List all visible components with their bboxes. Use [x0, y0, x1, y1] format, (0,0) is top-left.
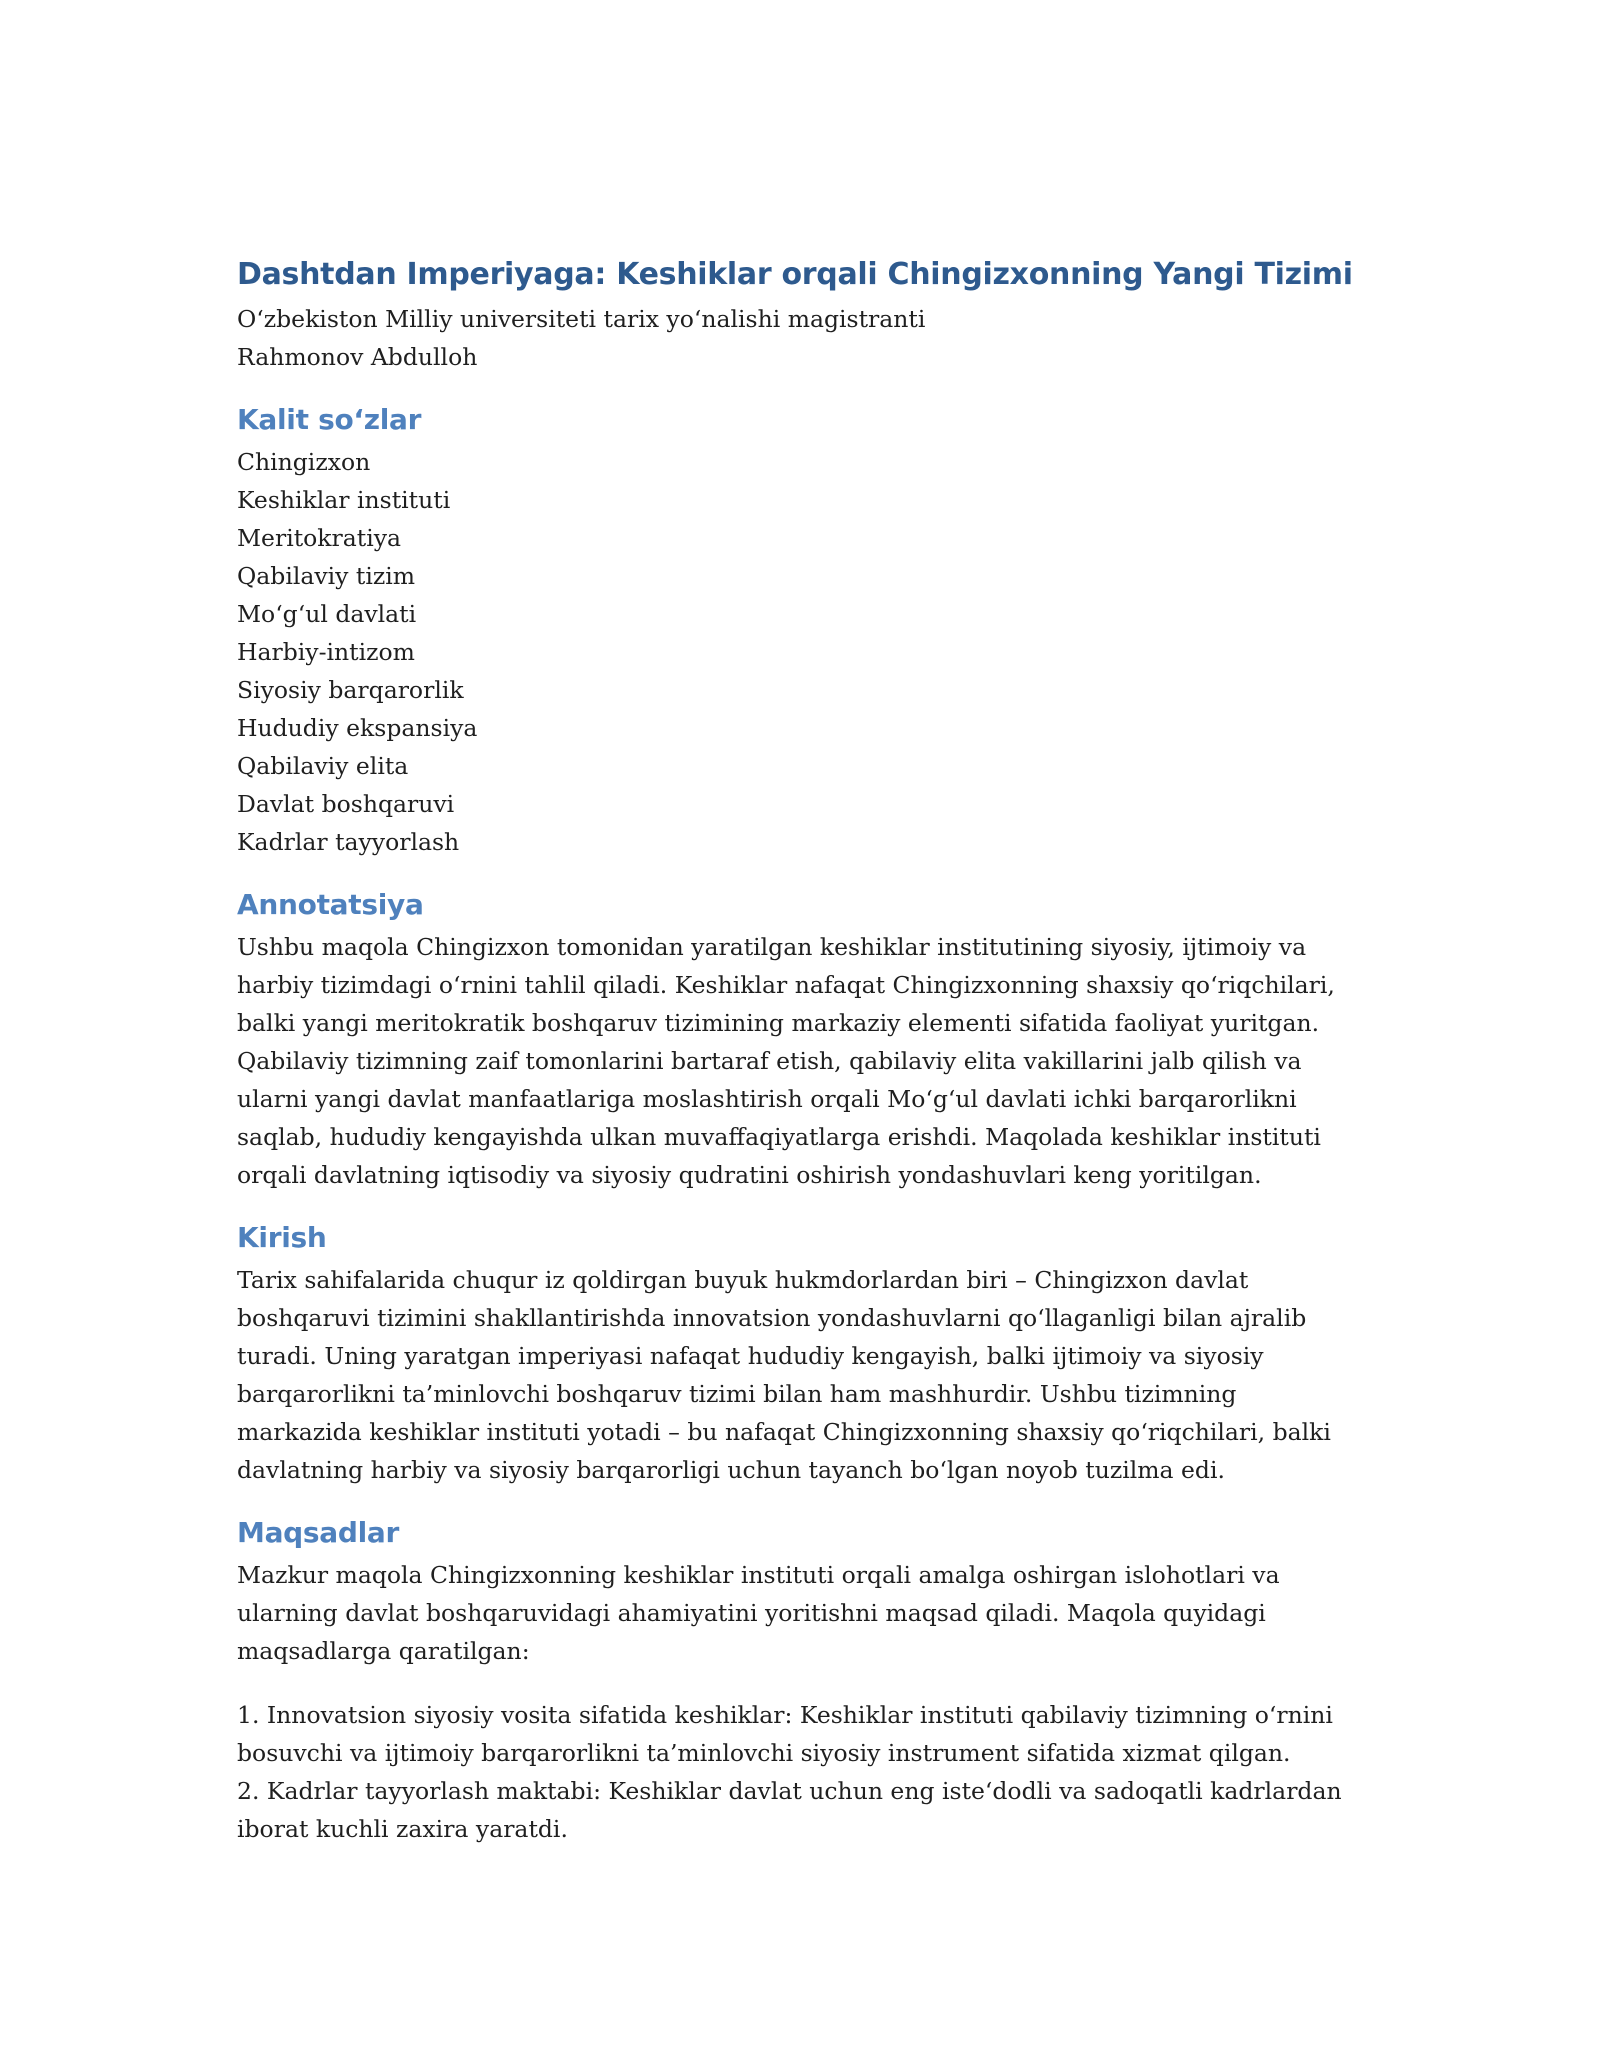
keyword-item: Kadrlar tayyorlash [237, 828, 460, 856]
annotation-paragraph [237, 928, 1367, 1194]
paragraph-line: maqsadlarga qaratilgan: [237, 1637, 530, 1665]
keyword-item: Hududiy ekspansiya [237, 714, 478, 742]
goals-intro-paragraph [237, 1556, 1367, 1670]
keyword-item: Qabilaviy tizim [237, 562, 416, 590]
keywords-list [237, 443, 1367, 861]
keyword-item: Siyosiy barqarorlik [237, 676, 464, 704]
paragraph-line: Qabilaviy tizimning zaif tomonlarini bartaraf etish, qabilaviy elita vakillarini jalb qilish va [237, 1047, 1302, 1075]
paragraph-line: Tarix sahifalarida chuqur iz qoldirgan buyuk hukmdorlardan biri – Chingizxon davlat [237, 1266, 1249, 1294]
annotation-heading: Annotatsiya [237, 888, 424, 921]
paragraph-line: balki yangi meritokratik boshqaruv tizimining markaziy elementi sifatida faoliyat yuritgan. [237, 1009, 1320, 1037]
paragraph-line: boshqaruvi tizimini shakllantirishda innovatsion yondashuvlarni qo‘llaganligi bilan ajralib [237, 1304, 1307, 1332]
paragraph-line: orqali davlatning iqtisodiy va siyosiy qudratini oshirish yondashuvlari keng yoritilgan. [237, 1161, 1262, 1189]
goals-list [237, 1696, 1367, 1848]
goals-heading: Maqsadlar [237, 1516, 400, 1549]
introduction-heading: Kirish [237, 1221, 327, 1254]
keyword-item: Harbiy-intizom [237, 638, 415, 666]
list-item-line: 1. Innovatsion siyosiy vosita sifatida keshiklar: Keshiklar instituti qabilaviy tizimning o‘rnini [237, 1701, 1333, 1729]
author-affiliation: O‘zbekiston Milliy universiteti tarix yo‘nalishi magistranti [237, 305, 926, 333]
paragraph-line: harbiy tizimdagi o‘rnini tahlil qiladi. Keshiklar nafaqat Chingizxonning shaxsiy qo‘riqchilari, [237, 971, 1335, 999]
paragraph-line: davlatning harbiy va siyosiy barqarorligi uchun tayanch bo‘lgan noyob tuzilma edi. [237, 1456, 1225, 1484]
keyword-item: Mo‘g‘ul davlati [237, 600, 417, 628]
paragraph-line: markazida keshiklar instituti yotadi – bu nafaqat Chingizxonning shaxsiy qo‘riqchilari, balki [237, 1418, 1331, 1446]
keyword-item: Qabilaviy elita [237, 752, 409, 780]
list-item-line: iborat kuchli zaxira yaratdi. [237, 1815, 568, 1843]
keyword-item: Chingizxon [237, 448, 371, 476]
author-name: Rahmonov Abdulloh [237, 343, 478, 371]
keyword-item: Meritokratiya [237, 524, 402, 552]
paragraph-line: Ushbu maqola Chingizxon tomonidan yaratilgan keshiklar institutining siyosiy, ijtimoiy va [237, 933, 1307, 961]
keywords-heading: Kalit so‘zlar [237, 403, 422, 436]
paragraph-line: ularning davlat boshqaruvidagi ahamiyatini yoritishni maqsad qiladi. Maqola quyidagi [237, 1599, 1266, 1627]
introduction-paragraph [237, 1261, 1367, 1489]
keyword-item: Davlat boshqaruvi [237, 790, 455, 818]
paragraph-line: ularni yangi davlat manfaatlariga moslashtirish orqali Mo‘g‘ul davlati ichki barqarorlikni [237, 1085, 1297, 1113]
list-item-line: 2. Kadrlar tayyorlash maktabi: Keshiklar davlat uchun eng iste‘dodli va sadoqatli kadrlardan [237, 1777, 1342, 1805]
paragraph-line: Mazkur maqola Chingizxonning keshiklar instituti orqali amalga oshirgan islohotlari va [237, 1561, 1280, 1589]
document-title: Dashtdan Imperiyaga: Keshiklar orqali Chingizxonning Yangi Tizimi [237, 257, 1353, 292]
document-page [237, 250, 1367, 1848]
list-item-line: bosuvchi va ijtimoiy barqarorlikni ta’minlovchi siyosiy instrument sifatida xizmat qilgan. [237, 1739, 1291, 1767]
paragraph-line: saqlab, hududiy kengayishda ulkan muvaffaqiyatlarga erishdi. Maqolada keshiklar instituti [237, 1123, 1321, 1151]
keyword-item: Keshiklar instituti [237, 486, 451, 514]
paragraph-line: turadi. Uning yaratgan imperiyasi nafaqat hududiy kengayish, balki ijtimoiy va siyosiy [237, 1342, 1264, 1370]
paragraph-line: barqarorlikni ta’minlovchi boshqaruv tizimi bilan ham mashhurdir. Ushbu tizimning [237, 1380, 1237, 1408]
